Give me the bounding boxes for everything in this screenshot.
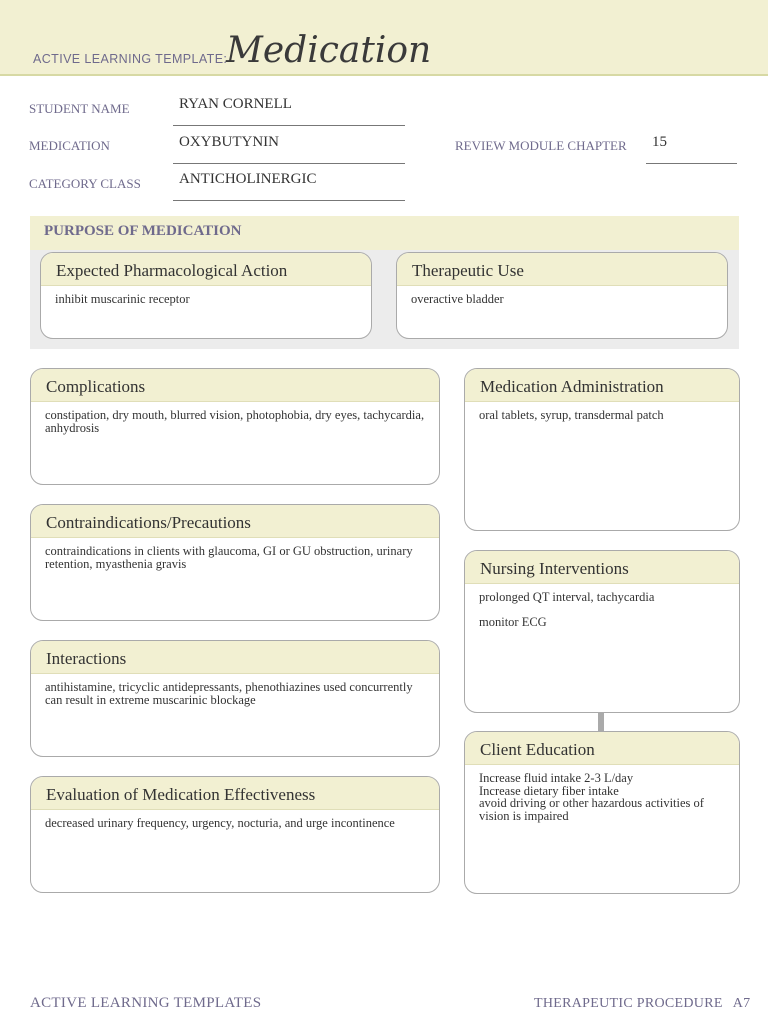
pharm-action-text[interactable]: inhibit muscarinic receptor — [55, 292, 190, 306]
purpose-section — [30, 216, 739, 349]
evaluation-card — [30, 776, 440, 893]
interactions-title: Interactions — [31, 641, 439, 674]
purpose-title: PURPOSE OF MEDICATION — [44, 223, 242, 239]
purpose-header-bar — [30, 216, 739, 250]
interactions-card — [30, 640, 440, 757]
pharm-action-card — [40, 252, 372, 339]
nursing-title: Nursing Interventions — [465, 551, 739, 584]
complications-card — [30, 368, 440, 485]
template-title: Medication — [226, 30, 432, 71]
client-education-card — [464, 731, 740, 894]
contraindications-text[interactable]: contraindications in clients with glaucoma, GI or GU obstruction, urinary retention, myasthenia gravis — [45, 544, 413, 571]
administration-card — [464, 368, 740, 531]
footer-section-name: THERAPEUTIC PROCEDURE — [534, 996, 723, 1011]
complications-title: Complications — [31, 369, 439, 402]
category-class-underline — [173, 200, 405, 201]
student-name-underline — [173, 125, 405, 126]
complications-text[interactable]: constipation, dry mouth, blurred vision, photophobia, dry eyes, tachycardia, anhydrosis — [45, 408, 425, 435]
therapeutic-use-title: Therapeutic Use — [397, 253, 727, 286]
evaluation-title: Evaluation of Medication Effectiveness — [31, 777, 439, 810]
medication-underline — [173, 163, 405, 164]
client-education-line-2: Increase dietary fiber intake — [479, 783, 619, 798]
header-divider — [0, 74, 768, 76]
nursing-line-2: monitor ECG — [479, 614, 547, 629]
evaluation-text[interactable]: decreased urinary frequency, urgency, nocturia, and urge incontinence — [45, 816, 395, 830]
student-name-label: STUDENT NAME — [29, 101, 130, 116]
medication-label: MEDICATION — [29, 138, 110, 153]
nursing-text[interactable] — [465, 584, 739, 628]
template-kicker: ACTIVE LEARNING TEMPLATE: — [33, 52, 228, 66]
contraindications-card — [30, 504, 440, 621]
client-education-line-1: Increase fluid intake 2-3 L/day — [479, 771, 634, 785]
client-education-line-3: avoid driving or other hazardous activities of vision is impaired — [479, 796, 704, 823]
nursing-card — [464, 550, 740, 713]
footer-page-number: A7 — [732, 996, 751, 1011]
footer-right-label — [534, 996, 750, 1012]
footer-left-label: ACTIVE LEARNING TEMPLATES — [30, 995, 262, 1011]
medication-field[interactable]: OXYBUTYNIN — [179, 134, 279, 150]
category-class-field[interactable]: ANTICHOLINERGIC — [179, 171, 317, 187]
review-module-field[interactable]: 15 — [652, 134, 667, 150]
therapeutic-use-card — [396, 252, 728, 339]
nursing-line-1: prolonged QT interval, tachycardia — [479, 590, 655, 604]
client-education-title: Client Education — [465, 732, 739, 765]
review-module-label: REVIEW MODULE CHAPTER — [455, 138, 627, 153]
pharm-action-title: Expected Pharmacological Action — [41, 253, 371, 286]
administration-title: Medication Administration — [465, 369, 739, 402]
template-header — [0, 0, 768, 75]
interactions-text[interactable]: antihistamine, tricyclic antidepressants, phenothiazines used concurrently can result in extreme muscarinic blockage — [45, 680, 413, 707]
client-education-text[interactable] — [465, 765, 739, 822]
card-connector — [598, 712, 604, 732]
contraindications-title: Contraindications/Precautions — [31, 505, 439, 538]
review-module-underline — [646, 163, 737, 164]
therapeutic-use-text[interactable]: overactive bladder — [411, 292, 504, 306]
category-class-label: CATEGORY CLASS — [29, 176, 141, 191]
administration-text[interactable]: oral tablets, syrup, transdermal patch — [479, 408, 664, 422]
student-name-field[interactable]: RYAN CORNELL — [179, 96, 292, 112]
